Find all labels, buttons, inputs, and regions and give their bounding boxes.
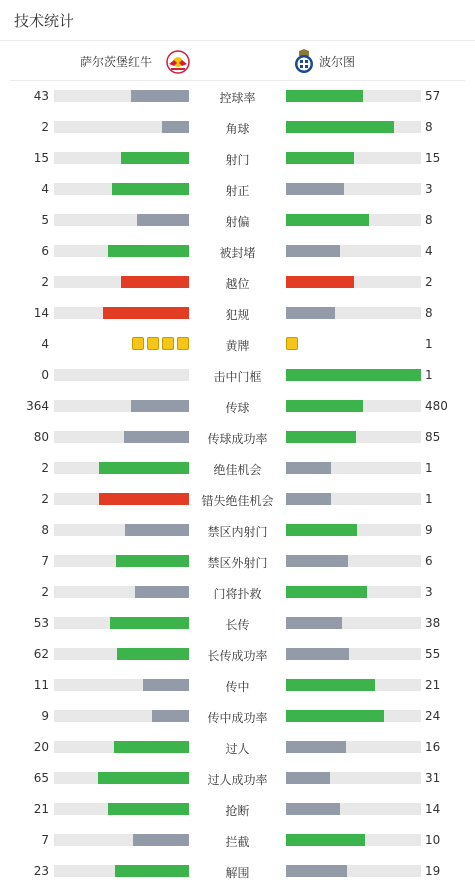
- away-stat-value: 57: [425, 89, 441, 103]
- home-stat-value: 7: [41, 833, 49, 847]
- away-stat-bar-track: [286, 834, 421, 846]
- away-stat-value: 1: [425, 461, 433, 475]
- away-stat-bar-fill: [286, 586, 367, 598]
- home-stat-value: 65: [33, 771, 49, 785]
- away-stat-value: 1: [425, 337, 433, 351]
- home-stat-bar-fill: [99, 462, 189, 474]
- away-stat-value: 14: [425, 802, 441, 816]
- home-stat-bar-fill: [121, 276, 189, 288]
- home-stat-bar-fill: [112, 183, 189, 195]
- home-yellow-cards: [132, 337, 189, 350]
- away-stat-bar-track: [286, 462, 421, 474]
- home-stat-bar-fill: [116, 555, 189, 567]
- stat-label: 传中: [225, 680, 250, 694]
- home-stat-bar-track: [54, 524, 189, 536]
- away-stat-bar-fill: [286, 276, 354, 288]
- away-stat-bar-track: [286, 276, 421, 288]
- home-stat-value: 11: [33, 678, 49, 692]
- away-stat-bar-track: [286, 555, 421, 567]
- stat-row: [0, 453, 475, 484]
- home-stat-bar-fill: [108, 245, 189, 257]
- away-stat-bar-fill: [286, 121, 394, 133]
- home-stat-value: 0: [41, 368, 49, 382]
- home-stat-bar-fill: [124, 431, 189, 443]
- yellow-card-icon: [132, 337, 144, 350]
- home-stat-bar-fill: [143, 679, 189, 691]
- stat-row: [0, 298, 475, 329]
- stat-label: 长传: [225, 618, 250, 632]
- stat-label: 拦截: [225, 835, 250, 849]
- yellow-card-icon: [286, 337, 298, 350]
- stat-label: 黄牌: [225, 339, 250, 353]
- stat-label: 越位: [225, 277, 250, 291]
- stat-row: [0, 143, 475, 174]
- away-stat-bar-track: [286, 741, 421, 753]
- home-stat-bar-track: [54, 555, 189, 567]
- home-stat-value: 4: [41, 182, 49, 196]
- home-stat-bar-track: [54, 214, 189, 226]
- home-stat-bar-track: [54, 431, 189, 443]
- away-stat-bar-track: [286, 493, 421, 505]
- home-stat-bar-track: [54, 679, 189, 691]
- stat-label: 长传成功率: [207, 649, 268, 663]
- stat-label: 击中门框: [213, 370, 262, 384]
- home-stat-value: 2: [41, 585, 49, 599]
- stat-label: 传球: [225, 401, 250, 415]
- home-stat-bar-fill: [131, 90, 189, 102]
- stat-label: 控球率: [219, 91, 256, 105]
- away-yellow-cards: [286, 337, 298, 350]
- home-stat-bar-track: [54, 245, 189, 257]
- away-stat-value: 4: [425, 244, 433, 258]
- home-stat-bar-track: [54, 307, 189, 319]
- home-stat-bar-track: [54, 369, 189, 381]
- stat-row: [0, 515, 475, 546]
- stat-label: 抢断: [225, 804, 250, 818]
- away-stat-bar-fill: [286, 90, 363, 102]
- home-team-name: 萨尔茨堡红牛: [79, 55, 152, 69]
- stat-label: 被封堵: [219, 246, 256, 260]
- away-stat-value: 16: [425, 740, 441, 754]
- home-stat-value: 7: [41, 554, 49, 568]
- stat-row: [0, 112, 475, 143]
- stat-row: [0, 205, 475, 236]
- home-stat-value: 8: [41, 523, 49, 537]
- away-stat-bar-track: [286, 152, 421, 164]
- away-team-name: 波尔图: [319, 55, 356, 69]
- home-stat-bar-track: [54, 276, 189, 288]
- stat-label: 绝佳机会: [213, 463, 262, 477]
- away-stat-value: 1: [425, 492, 433, 506]
- stat-row: [0, 608, 475, 639]
- away-stat-value: 85: [425, 430, 441, 444]
- yellow-card-icon: [177, 337, 189, 350]
- away-stat-value: 55: [425, 647, 441, 661]
- away-stat-value: 3: [425, 585, 433, 599]
- away-stat-value: 8: [425, 213, 433, 227]
- stat-row: [0, 577, 475, 608]
- teams-header: [10, 41, 465, 81]
- home-stat-bar-fill: [98, 772, 189, 784]
- yellow-card-icon: [162, 337, 174, 350]
- away-stat-value: 6: [425, 554, 433, 568]
- away-stat-bar-fill: [286, 710, 384, 722]
- away-stat-bar-track: [286, 617, 421, 629]
- away-stat-bar-fill: [286, 617, 342, 629]
- away-stat-value: 8: [425, 306, 433, 320]
- away-stat-bar-fill: [286, 369, 421, 381]
- stat-row: [0, 391, 475, 422]
- stat-row: [0, 422, 475, 453]
- home-stat-value: 2: [41, 492, 49, 506]
- away-stat-bar-track: [286, 710, 421, 722]
- stat-row: [0, 360, 475, 391]
- home-stat-bar-fill: [162, 121, 189, 133]
- home-stat-value: 4: [41, 337, 49, 351]
- home-stat-bar-track: [54, 183, 189, 195]
- home-stat-value: 80: [33, 430, 49, 444]
- home-stat-value: 2: [41, 461, 49, 475]
- away-stat-bar-fill: [286, 462, 331, 474]
- stat-label: 射偏: [225, 215, 250, 229]
- home-stat-bar-track: [54, 772, 189, 784]
- home-stat-bar-fill: [103, 307, 189, 319]
- away-stat-bar-track: [286, 214, 421, 226]
- stat-row: [0, 639, 475, 670]
- home-stat-value: 14: [33, 306, 49, 320]
- away-stat-value: 31: [425, 771, 441, 785]
- stat-label: 过人: [225, 742, 250, 756]
- home-stat-bar-track: [54, 834, 189, 846]
- stat-label: 射正: [225, 184, 250, 198]
- home-stat-value: 20: [33, 740, 49, 754]
- stat-label: 禁区内射门: [207, 525, 268, 539]
- page-title: 技术统计: [14, 12, 75, 30]
- home-stat-bar-fill: [135, 586, 189, 598]
- away-stat-value: 8: [425, 120, 433, 134]
- stat-label: 过人成功率: [207, 773, 268, 787]
- away-stat-value: 3: [425, 182, 433, 196]
- stat-row: [0, 81, 475, 112]
- home-stat-bar-track: [54, 586, 189, 598]
- stat-row: [0, 484, 475, 515]
- home-stat-bar-track: [54, 152, 189, 164]
- home-stat-bar-track: [54, 648, 189, 660]
- away-stat-value: 15: [425, 151, 441, 165]
- away-stat-bar-track: [286, 245, 421, 257]
- away-stat-bar-fill: [286, 431, 356, 443]
- away-stat-bar-fill: [286, 648, 349, 660]
- home-stat-value: 5: [41, 213, 49, 227]
- home-stat-bar-track: [54, 741, 189, 753]
- home-stat-value: 23: [33, 864, 49, 878]
- away-stat-bar-fill: [286, 307, 335, 319]
- home-stat-bar-track: [54, 865, 189, 877]
- home-stat-bar-track: [54, 617, 189, 629]
- away-stat-value: 2: [425, 275, 433, 289]
- away-stat-value: 19: [425, 864, 441, 878]
- home-stat-bar-track: [54, 803, 189, 815]
- home-stat-bar-fill: [131, 400, 189, 412]
- home-stat-bar-track: [54, 462, 189, 474]
- stat-row: [0, 701, 475, 732]
- away-stat-bar-fill: [286, 772, 330, 784]
- home-stat-bar-fill: [99, 493, 189, 505]
- away-stat-bar-track: [286, 307, 421, 319]
- home-stat-value: 364: [26, 399, 49, 413]
- yellow-card-icon: [147, 337, 159, 350]
- away-stat-bar-track: [286, 431, 421, 443]
- stat-label: 传球成功率: [207, 432, 268, 446]
- away-stat-bar-track: [286, 121, 421, 133]
- away-stat-bar-fill: [286, 834, 365, 846]
- home-stat-bar-track: [54, 400, 189, 412]
- away-stat-bar-track: [286, 369, 421, 381]
- fc-porto-crest-icon: [293, 48, 315, 74]
- home-stat-value: 6: [41, 244, 49, 258]
- stat-row: [0, 825, 475, 856]
- away-stat-bar-fill: [286, 555, 348, 567]
- stat-label: 禁区外射门: [207, 556, 268, 570]
- home-stat-bar-fill: [137, 214, 189, 226]
- away-stat-value: 24: [425, 709, 441, 723]
- stat-row: [0, 329, 475, 360]
- home-stat-value: 9: [41, 709, 49, 723]
- stat-row: [0, 856, 475, 887]
- stat-row: [0, 732, 475, 763]
- home-stat-bar-fill: [117, 648, 189, 660]
- home-stat-bar-track: [54, 121, 189, 133]
- away-stat-bar-fill: [286, 865, 347, 877]
- away-stat-value: 21: [425, 678, 441, 692]
- away-stat-bar-fill: [286, 183, 344, 195]
- stat-row: [0, 546, 475, 577]
- stat-row: [0, 236, 475, 267]
- stat-row: [0, 763, 475, 794]
- away-stat-value: 10: [425, 833, 441, 847]
- away-stat-value: 38: [425, 616, 441, 630]
- home-stat-value: 53: [33, 616, 49, 630]
- away-stat-bar-fill: [286, 803, 340, 815]
- home-stat-bar-fill: [133, 834, 189, 846]
- stat-label: 门将扑救: [213, 587, 262, 601]
- home-stat-value: 2: [41, 120, 49, 134]
- stat-label: 角球: [225, 122, 250, 136]
- home-stat-bar-fill: [121, 152, 189, 164]
- away-stat-bar-fill: [286, 493, 331, 505]
- home-stat-value: 21: [33, 802, 49, 816]
- stat-row: [0, 174, 475, 205]
- home-stat-bar-track: [54, 493, 189, 505]
- away-stat-bar-track: [286, 400, 421, 412]
- away-stat-bar-fill: [286, 741, 346, 753]
- stat-label: 犯规: [225, 308, 250, 322]
- away-stat-bar-fill: [286, 152, 354, 164]
- home-stat-bar-fill: [114, 741, 189, 753]
- red-bull-salzburg-crest-icon: [166, 50, 190, 74]
- home-stat-value: 43: [33, 89, 49, 103]
- stat-label: 传中成功率: [207, 711, 268, 725]
- away-stat-bar-track: [286, 803, 421, 815]
- away-stat-value: 9: [425, 523, 433, 537]
- away-stat-value: 1: [425, 368, 433, 382]
- away-stat-bar-fill: [286, 679, 375, 691]
- stat-label: 解围: [225, 866, 250, 880]
- stat-label: 射门: [225, 153, 250, 167]
- home-stat-bar-fill: [125, 524, 189, 536]
- away-stat-bar-track: [286, 679, 421, 691]
- home-stat-bar-track: [54, 710, 189, 722]
- away-stat-value: 480: [425, 399, 448, 413]
- stat-row: [0, 267, 475, 298]
- home-stat-value: 62: [33, 647, 49, 661]
- home-stat-bar-fill: [108, 803, 189, 815]
- away-stat-bar-fill: [286, 245, 340, 257]
- away-stat-bar-track: [286, 865, 421, 877]
- home-stat-bar-track: [54, 90, 189, 102]
- home-stat-value: 15: [33, 151, 49, 165]
- home-stat-bar-fill: [152, 710, 189, 722]
- away-stat-bar-track: [286, 90, 421, 102]
- away-stat-bar-fill: [286, 400, 363, 412]
- away-stat-bar-fill: [286, 214, 369, 226]
- away-stat-bar-track: [286, 586, 421, 598]
- away-stat-bar-track: [286, 772, 421, 784]
- away-stat-bar-track: [286, 648, 421, 660]
- home-stat-bar-fill: [115, 865, 189, 877]
- stat-row: [0, 794, 475, 825]
- stat-row: [0, 670, 475, 701]
- away-stat-bar-track: [286, 524, 421, 536]
- stat-label: 错失绝佳机会: [201, 494, 274, 508]
- away-stat-bar-fill: [286, 524, 357, 536]
- home-stat-value: 2: [41, 275, 49, 289]
- home-stat-bar-fill: [110, 617, 189, 629]
- away-stat-bar-track: [286, 183, 421, 195]
